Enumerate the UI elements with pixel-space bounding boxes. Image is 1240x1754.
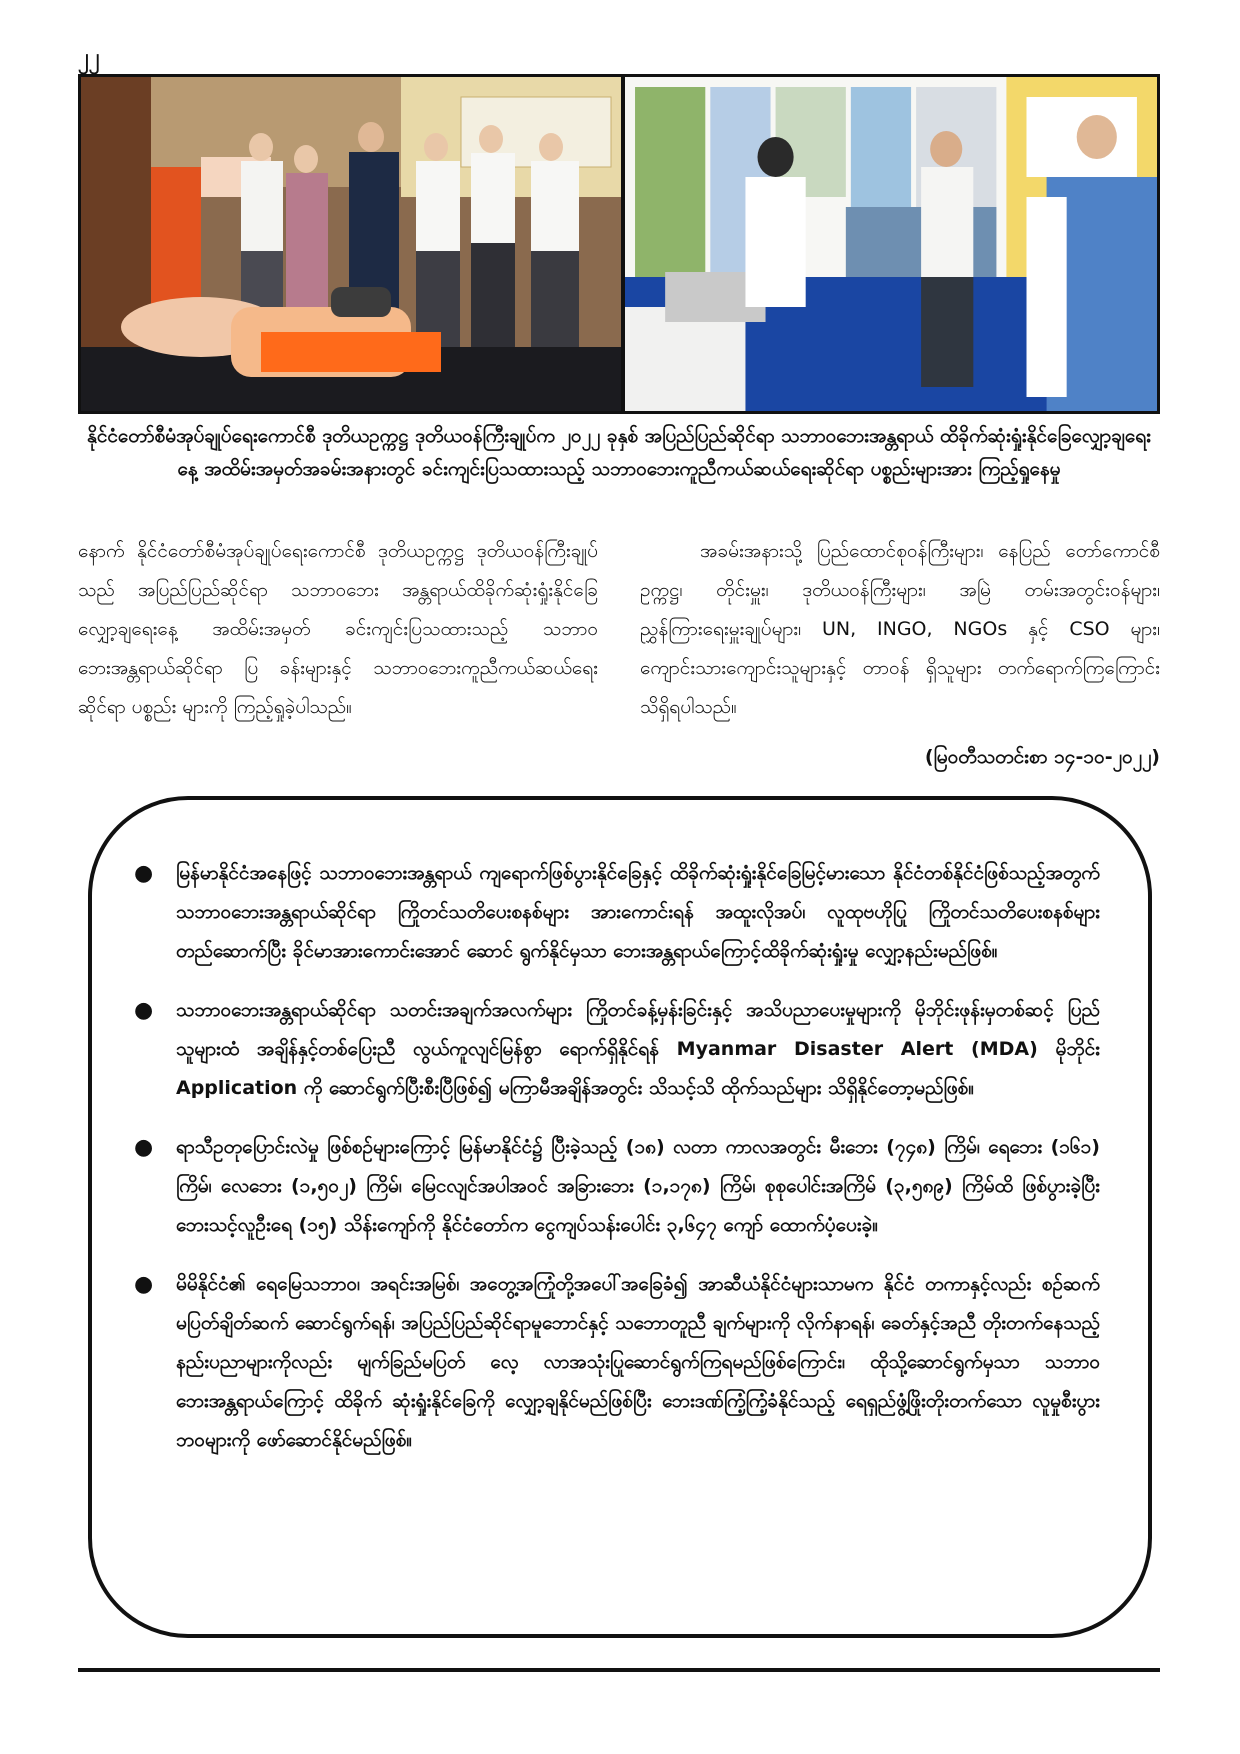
page-number: ၂၂ [78, 45, 100, 70]
rescue-equipment-photo-illustration [81, 77, 621, 411]
key-point-item [134, 1265, 1100, 1460]
key-point-text: မြန်မာနိုင်ငံအနေဖြင့် သဘာဝဘေးအန္တရာယ် ကျရောက်ဖြစ်ပွားနိုင်ခြေနှင့် ထိခိုက်ဆုံးရှုံးနိုင်ခြေမြင့်မားသော နိုင်ငံတစ်နိုင်ငံဖြစ်သည့်အတွက် သဘာဝဘေးအန္တရာယ်ဆိုင်ရာ ကြိုတင်သတိပေးစနစ်များ အားကောင်းရန် အထူးလိုအပ်၊ လူထုဗဟိုပြု ကြိုတင်သတိပေးစနစ်များ တည်ဆောက်ပြီး ခိုင်မာအားကောင်းအောင် ဆောင် ရွက်နိုင်မှသာ ဘေးအန္တရာယ်ကြောင့်ထိခိုက်ဆုံးရှုံးမှု လျှော့နည်းမည်ဖြစ်။ [176, 862, 1100, 962]
key-points-box [88, 796, 1152, 1638]
key-point-item [134, 991, 1100, 1108]
map-display-photo-illustration [625, 77, 1157, 411]
key-point-item [134, 1128, 1100, 1245]
news-source-citation: (မြဝတီသတင်းစာ ၁၄-၁၀-၂၀၂၂) [924, 746, 1160, 768]
photo-strip [78, 74, 1160, 414]
key-point-text: ရာသီဥတုပြောင်းလဲမှု ဖြစ်စဉ်များကြောင့် မြန်မာနိုင်ငံ၌ ပြီးခဲ့သည့် (၁၈) လတာ ကာလအတွင်း မီးဘေး (၇၄၈) ကြိမ်၊ ရေဘေး (၁၆၁) ကြိမ်၊ လေဘေး (၁,၅၀၂) ကြိမ်၊ မြေငလျင်အပါအဝင် အခြားဘေး (၁,၁၇၈) ကြိမ်၊ စုစုပေါင်းအကြိမ် (၃,၅၈၉) ကြိမ်ထိ ဖြစ်ပွားခဲ့ပြီး ဘေးသင့်လူဦးရေ (၁၅) သိန်းကျော်ကို နိုင်ငံတော်က ငွေကျပ်သန်းပေါင်း ၃,၆၄၇ ကျော် ထောက်ပံ့ပေးခဲ့။ [176, 1136, 1100, 1236]
bullet-icon: ● [134, 1272, 154, 1297]
key-points-list [134, 854, 1100, 1460]
key-point-text: မိမိနိုင်ငံ၏ ရေမြေသဘာဝ၊ အရင်းအမြစ်၊ အတွေ့အကြုံတို့အပေါ်အခြေခံ၍ အာဆီယံနိုင်ငံများသာမက နိုင်ငံ တကာနှင့်လည်း စဉ်ဆက်မပြတ်ချိတ်ဆက် ဆောင်ရွက်ရန်၊ အပြည်ပြည်ဆိုင်ရာမူဘောင်နှင့် သဘောတူညီ ချက်များကို လိုက်နာရန်၊ ခေတ်နှင့်အညီ တိုးတက်နေသည့် နည်းပညာများကိုလည်း မျက်ခြည်မပြတ် လေ့ လာအသုံးပြုဆောင်ရွက်ကြရမည်ဖြစ်ကြောင်း၊ ထိုသို့ဆောင်ရွက်မှသာ သဘာဝဘေးအန္တရာယ်ကြောင့် ထိခိုက် ဆုံးရှုံးနိုင်ခြေကို လျှော့ချနိုင်မည်ဖြစ်ပြီး ဘေးဒဏ်ကြံ့ကြံ့ခံနိုင်သည့် ရေရှည်ဖွံ့ဖြိုးတိုးတက်သော လူမှုစီးပွား ဘဝများကို ဖော်ဆောင်နိုင်မည်ဖြစ်။ [176, 1273, 1100, 1451]
photo-caption: နိုင်ငံတော်စီမံအုပ်ချုပ်ရေးကောင်စီ ဒုတိယဥက္ကဋ္ဌ ဒုတိယဝန်ကြီးချုပ်က ၂၀၂၂ ခုနှစ် အပြည်ပြည်ဆိုင်ရာ သဘာဝဘေးအန္တရာယ် ထိခိုက်ဆုံးရှုံးနိုင်ခြေလျှော့ချရေးနေ့ အထိမ်းအမှတ်အခမ်းအနားတွင် ခင်းကျင်းပြသထားသည့် သဘာဝဘေးကူညီကယ်ဆယ်ရေးဆိုင်ရာ ပစ္စည်းများအား ကြည့်ရှုနေမှု [87, 425, 1151, 480]
exhibition-photo-map-display [625, 77, 1157, 411]
bullet-icon: ● [134, 861, 154, 886]
key-point-item [134, 854, 1100, 971]
article-paragraph: နောက် နိုင်ငံတော်စီမံအုပ်ချုပ်ရေးကောင်စီ ဒုတိယဥက္ကဋ္ဌ ဒုတိယဝန်ကြီးချုပ်သည် အပြည်ပြည်ဆိုင်ရာ သဘာဝဘေး အန္တရာယ်ထိခိုက်ဆုံးရှုံးနိုင်ခြေလျှော့ချရေးနေ့ အထိမ်းအမှတ် ခင်းကျင်းပြသထားသည့် သဘာဝဘေးအန္တရာယ်ဆိုင်ရာ ပြ ခန်းများနှင့် သဘာဝဘေးကူညီကယ်ဆယ်ရေးဆိုင်ရာ ပစ္စည်း များကို ကြည့်ရှုခဲ့ပါသည်။ [78, 540, 598, 718]
article-column-right [640, 532, 1160, 727]
article-column-left [78, 532, 598, 727]
exhibition-photo-rescue-equipment [81, 77, 621, 411]
key-point-text: သဘာဝဘေးအန္တရာယ်ဆိုင်ရာ သတင်းအချက်အလက်များ ကြိုတင်ခန့်မှန်းခြင်းနှင့် အသိပညာပေးမှုများကို မိုဘိုင်းဖုန်းမှတစ်ဆင့် ပြည်သူများထံ အချိန်နှင့်တစ်ပြေးညီ လွယ်ကူလျင်မြန်စွာ ရောက်ရှိနိုင်ရန် Myanmar Disaster Alert (MDA) မိုဘိုင်း Application ကို ဆောင်ရွက်ပြီးစီးပြီဖြစ်၍ မကြာမီအချိန်အတွင်း သိသင့်သိ ထိုက်သည်များ သိရှိနိုင်တော့မည်ဖြစ်။ [176, 999, 1100, 1099]
footer-divider [78, 1668, 1160, 1672]
article-body [78, 532, 1160, 727]
bullet-icon: ● [134, 1135, 154, 1160]
bullet-icon: ● [134, 998, 154, 1023]
article-paragraph: အခမ်းအနားသို့ ပြည်ထောင်စုဝန်ကြီးများ၊ နေပြည် တော်ကောင်စီဥက္ကဋ္ဌ၊ တိုင်းမှူး၊ ဒုတိယဝန်ကြီးများ၊ အမြဲ တမ်းအတွင်းဝန်များ၊ ညွှန်ကြားရေးမှူးချုပ်များ၊ UN, INGO, NGOs နှင့် CSO များ၊ ကျောင်းသားကျောင်းသူများနှင့် တာဝန် ရှိသူများ တက်ရောက်ကြကြောင်း သိရှိရပါသည်။ [640, 540, 1160, 718]
